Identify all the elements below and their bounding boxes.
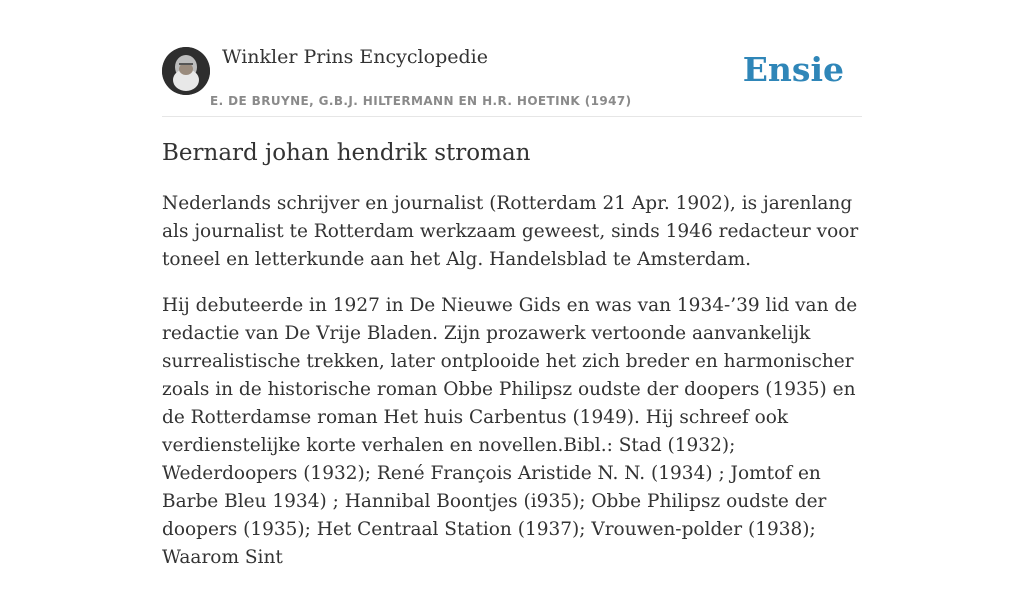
site-title[interactable]: Winkler Prins Encyclopedie	[222, 46, 488, 68]
article-paragraph: Nederlands schrijver en journalist (Rotterdam 21 Apr. 1902), is jarenlang als journalist te Rotterdam werkzaam geweest, sinds 1946 redacteur voor toneel en letterkunde aan het Alg. Handelsblad te Amsterdam.	[162, 193, 859, 270]
authors-byline: E. DE BRUYNE, G.B.J. HILTERMANN EN H.R. HOETINK (1947)	[210, 94, 632, 108]
author-avatar-icon[interactable]	[162, 47, 210, 95]
header	[162, 44, 862, 117]
article	[162, 140, 862, 590]
article-paragraph: Hij debuteerde in 1927 in De Nieuwe Gids en was van 1934-’39 lid van de redactie van De Vrije Bladen. Zijn prozawerk vertoonde aanvankelijk surrealistische trekken, later ontplooide het zich breder en harmonischer zoals in de historische roman Obbe Philipsz oudste der doopers (1935) en de Rotterdamse roman Het huis Carbentus (1949). Hij schreef ook verdienstelijke korte verhalen en novellen.Bibl.: Stad (1932); Wederdoopers (1932); René François Aristide N. N. (1934) ; Jomtof en Barbe Bleu 1934) ; Hannibal Boontjes (i935); Obbe Philipsz oudste der doopers (1935); Het Centraal Station (1937); Vrouwen-polder (1938); Waarom Sint	[162, 295, 858, 568]
brand-logo[interactable]: Ensie	[742, 50, 844, 89]
article-title: Bernard johan hendrik stroman	[162, 140, 531, 166]
